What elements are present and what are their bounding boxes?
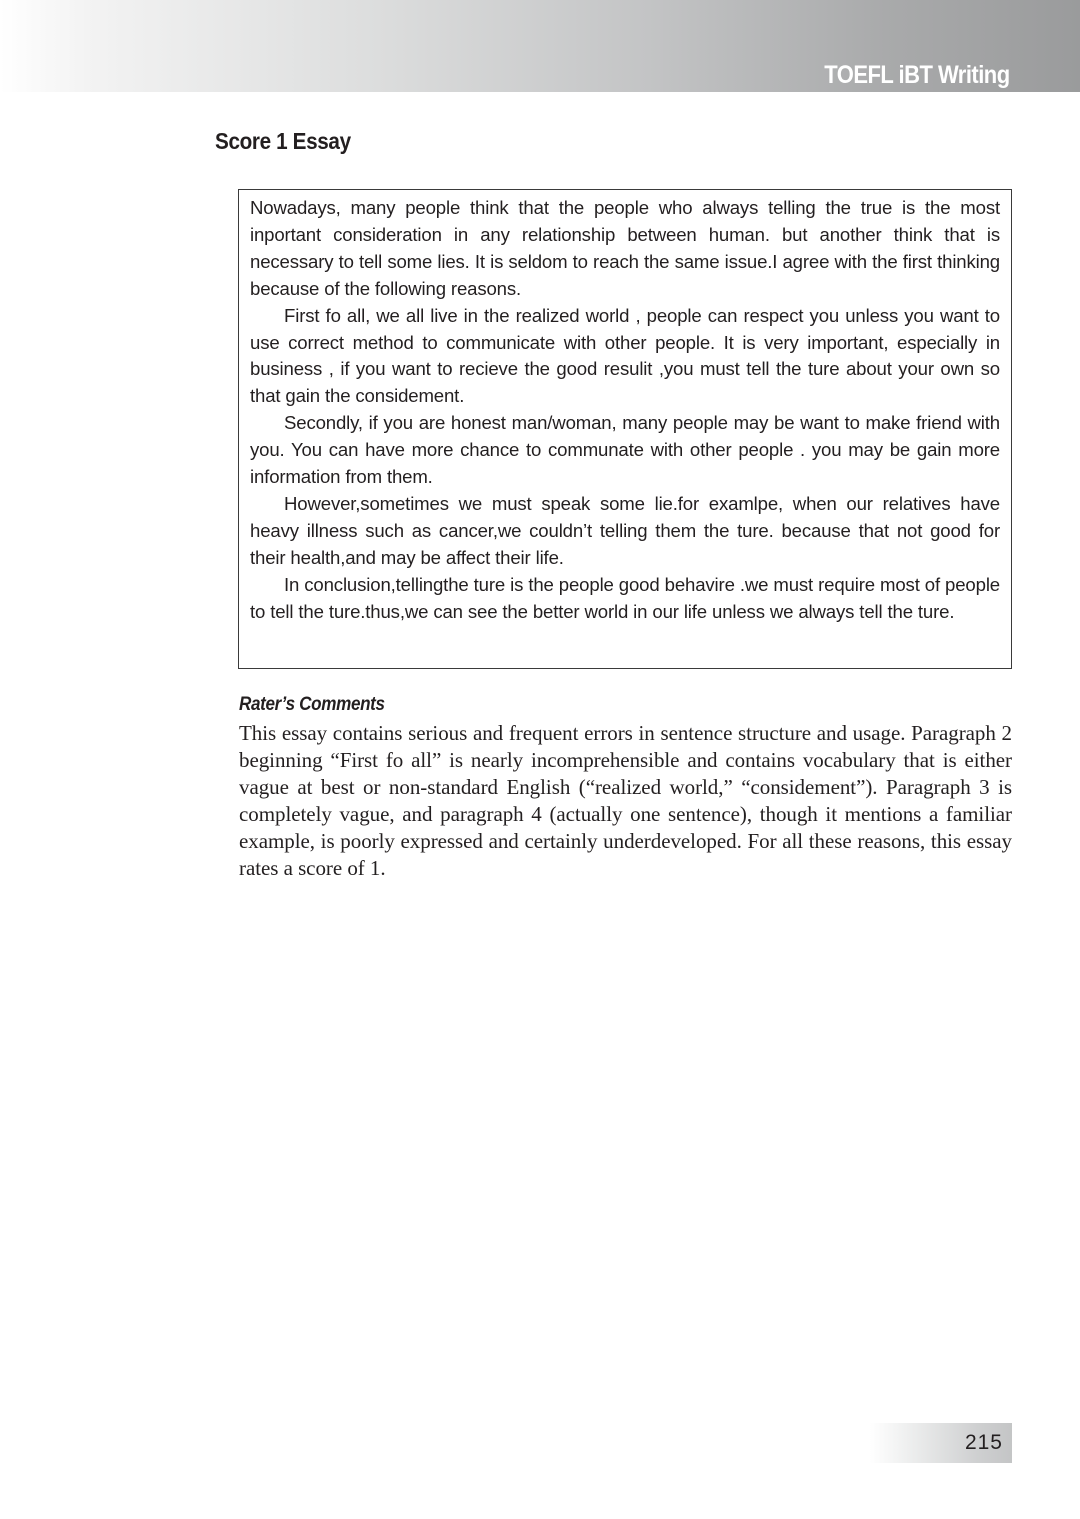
- page-number: 215: [964, 1431, 1003, 1454]
- essay-paragraph-3: Secondly, if you are honest man/woman, many people may be want to make friend with you. You can have more chance to communate with other people . you may be gain more information from them.: [250, 412, 1000, 488]
- running-header-band: [0, 0, 1080, 92]
- essay-paragraph-5: In conclusion,tellingthe ture is the people good behavire .we must require most of people to tell the ture.thus,we can see the better world in our life unless we always tell the ture.: [250, 573, 1000, 622]
- page-number-box: [870, 1423, 1012, 1463]
- essay-paragraph-1: Nowadays, many people think that the people who always telling the true is the most inportant consideration in any relationship between human. but another think that is necessary to tell some lies. It is seldom to reach the same issue.I agree with the first thinking because of the following reasons.: [250, 197, 1000, 299]
- raters-comments-body: This essay contains serious and frequent errors in sentence structure and usage. Paragraph 2 beginning “First fo all” is nearly incomprehensible and contains vocabulary that is either vague at best or non-standard English (“realized world,” “considement”). Paragraph 3 is completely vague, and paragraph 4 (actually one sentence), though it mentions a familiar example, is poorly expressed and certainly underdeveloped. For all these reasons, this essay rates a score of 1.: [239, 721, 1012, 880]
- section-title: Score 1 Essay: [215, 128, 351, 154]
- essay-paragraph-4: However,sometimes we must speak some lie.for examlpe, when our relatives have heavy illness such as cancer,we couldn’t telling them the ture. because that not good for their health,and may be affect their life.: [250, 492, 1000, 568]
- running-header-title: TOEFL iBT Writing: [824, 61, 1010, 89]
- raters-comments-heading: Rater’s Comments: [239, 694, 385, 715]
- essay-box: [238, 189, 1012, 669]
- essay-paragraph-2: First fo all, we all live in the realized world , people can respect you unless you want to use correct method to communicate with other people. It is very important, especially in business , if you want to recieve the good resulit ,you must tell the ture about your own so that gain the considement.: [250, 304, 1000, 407]
